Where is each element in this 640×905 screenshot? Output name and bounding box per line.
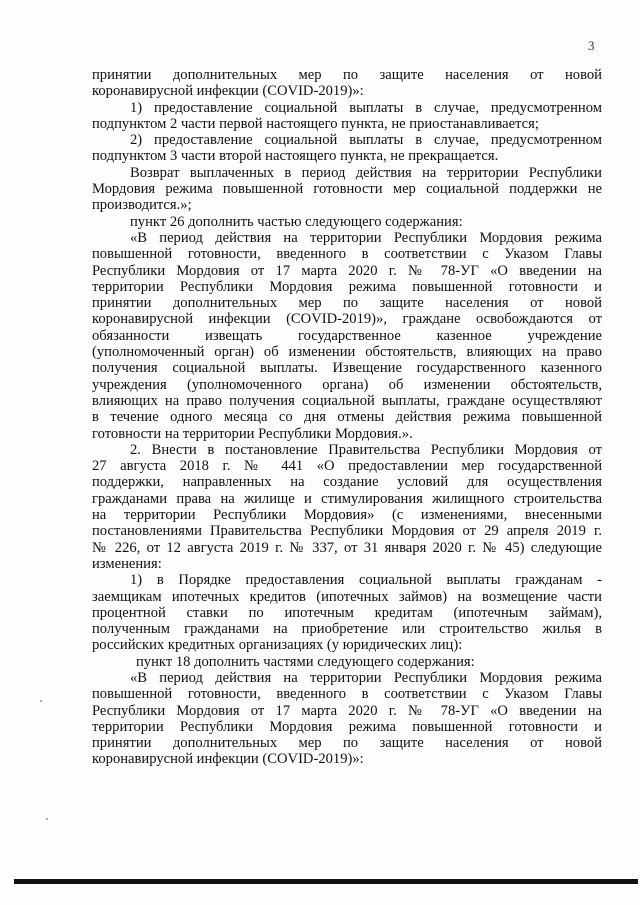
text-line: российских кредитных организациях (у юридических лиц): (92, 637, 463, 654)
text-line: повышенной готовности, введенного в соответствии с Указом Главы (92, 686, 602, 703)
text-line: территории Республики Мордовия режима повышенной готовности и (92, 278, 602, 295)
text-line: учреждения (уполномоченного органа) об изменении обстоятельств, (92, 376, 602, 393)
text-line: пункт 18 дополнить частями следующего содержания: (136, 653, 475, 670)
text-line: повышенной готовности, введенного в соответствии с Указом Главы (92, 246, 602, 263)
text-line: коронавирусной инфекции (COVID-2019)»: (92, 83, 364, 100)
text-line: изменения: (92, 555, 162, 572)
scan-border-line (14, 879, 638, 884)
text-line: процентной ставки по ипотечным кредитам (ипотечным займам), (92, 604, 602, 621)
text-line: 1) предоставление социальной выплаты в случае, предусмотренном (130, 99, 602, 116)
text-line: влияющих на право получения социальной выплаты, граждане осуществляют (92, 392, 602, 409)
text-line: принятии дополнительных мер по защите населения от новой (92, 295, 602, 312)
text-line: коронавирусной инфекции (COVID-2019)», граждане освобождаются от (92, 311, 602, 328)
text-line: заемщикам ипотечных кредитов (ипотечных займов) на возмещение части (92, 588, 602, 605)
text-line: Республики Мордовия от 17 марта 2020 г. № 78-УГ «О введении на (92, 702, 602, 719)
text-line: обязанности извещать государственное казенное учреждение (92, 327, 602, 344)
text-line: коронавирусной инфекции (COVID-2019)»: (92, 751, 364, 768)
scan-speck (46, 818, 48, 820)
text-line: Республики Мордовия от 17 марта 2020 г. № 78-УГ «О введении на (92, 262, 602, 279)
text-line: 27 августа 2018 г. № 441 «О предоставлении мер государственной (92, 458, 602, 475)
text-line: 2. Внести в постановление Правительства Республики Мордовия от (130, 441, 602, 458)
text-line: 2) предоставление социальной выплаты в случае, предусмотренном (130, 132, 602, 149)
text-line: (уполномоченный орган) об изменении обстоятельств, влияющих на право (92, 344, 602, 361)
text-line: Возврат выплаченных в период действия на территории Республики (130, 164, 602, 181)
text-line: производится.»; (92, 197, 192, 214)
text-line: полученным гражданами на приобретение или строительство жилья в (92, 621, 602, 638)
text-line: Мордовия режима повышенной готовности мер социальной поддержки не (92, 181, 602, 198)
text-line: «В период действия на территории Республики Мордовия режима (130, 229, 602, 246)
text-line: получения социальной выплаты. Извещение государственного казенного (92, 360, 602, 377)
text-line: № 226, от 12 августа 2019 г. № 337, от 31 января 2020 г. № 45) следующие (92, 539, 602, 556)
scan-speck (40, 700, 42, 702)
text-line: подпунктом 3 части второй настоящего пункта, не прекращается. (92, 148, 499, 165)
text-line: подпунктом 2 части первой настоящего пункта, не приостанавливается; (92, 115, 539, 132)
text-line: 1) в Порядке предоставления социальной выплаты гражданам - (130, 572, 602, 589)
text-line: принятии дополнительных мер по защите населения от новой (92, 67, 602, 83)
text-line: поддержки, направленных на создание условий для осуществления (92, 474, 602, 491)
document-body (92, 67, 602, 768)
text-line: гражданами права на жилище и стимулирования жилищного строительства (92, 490, 602, 507)
text-line: пункт 26 дополнить частью следующего содержания: (130, 213, 463, 230)
text-line: «В период действия на территории Республики Мордовия режима (130, 669, 602, 686)
page-number: 3 (588, 38, 595, 53)
text-line: на территории Республики Мордовия» (с изменениями, внесенными (92, 507, 602, 524)
text-line: принятии дополнительных мер по защите населения от новой (92, 735, 602, 752)
text-line: готовности на территории Республики Мордовия.». (92, 425, 413, 442)
text-line: территории Республики Мордовия режима повышенной готовности и (92, 718, 602, 735)
text-line: постановлениями Правительства Республики Мордовия от 29 апреля 2019 г. (92, 523, 602, 540)
text-line: в течение одного месяца со дня отмены действия режима повышенной (92, 409, 602, 426)
